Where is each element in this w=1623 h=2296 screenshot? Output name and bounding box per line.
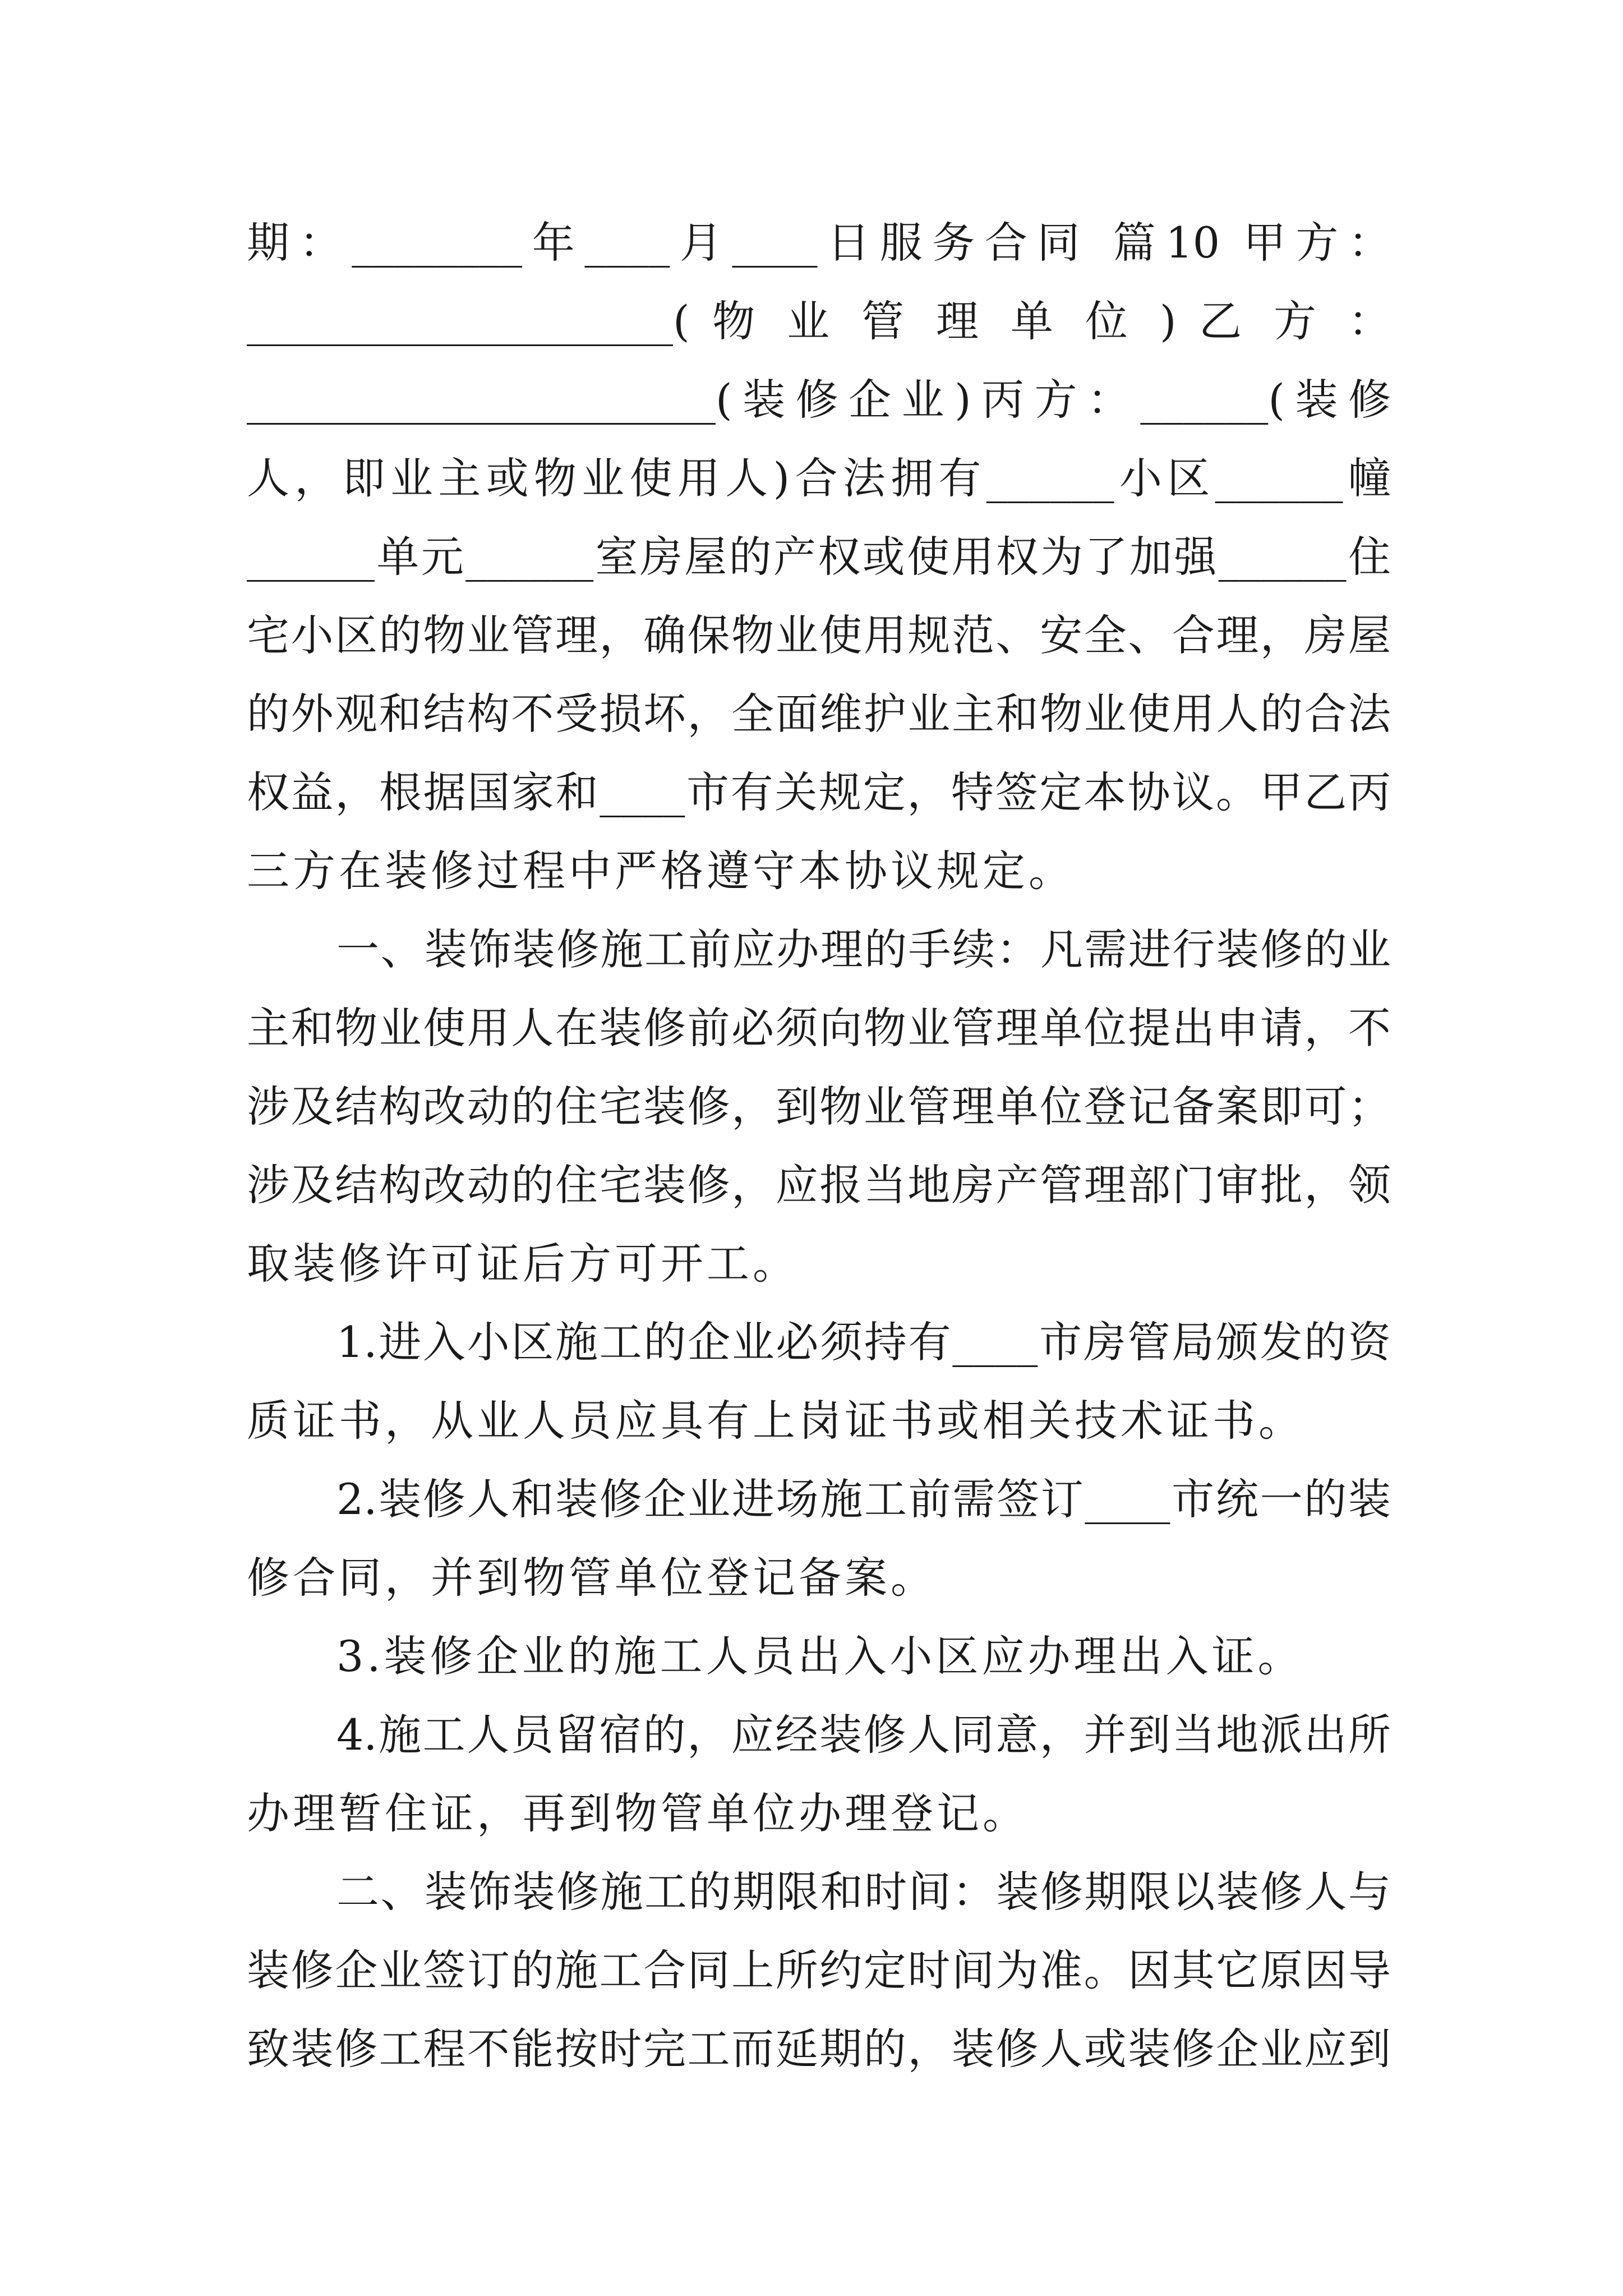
text-line-8: 权益，根据国家和____市有关规定，特签定本协议。甲乙丙 — [247, 767, 1391, 817]
text-line-21: 办理暂住证，再到物管单位办理登记。 — [247, 1788, 1029, 1838]
text-line-6: 宅小区的物业管理，确保物业使用规范、安全、合理，房屋 — [247, 610, 1391, 660]
section-2-heading-line: 二、装饰装修施工的期限和时间：装修期限以装修人与 — [336, 1867, 1391, 1917]
text-line-9: 三方在装修过程中严格遵守本协议规定。 — [247, 846, 1075, 896]
text-line-3: ______________________(装修企业)丙方：______(装修 — [247, 375, 1391, 425]
text-line-1: 期：________年____月____日服务合同 篇10 甲方： — [247, 218, 1391, 268]
item-3-line: 3.装修企业的施工人员出入小区应办理出入证。 — [336, 1631, 1304, 1681]
text-line-24: 致装修工程不能按时完工而延期的，装修人或装修企业应到 — [247, 2024, 1391, 2074]
section-1-heading-line: 一、装饰装修施工前应办理的手续：凡需进行装修的业 — [336, 924, 1391, 974]
text-line-18: 修合同，并到物管单位登记备案。 — [247, 1553, 937, 1603]
text-line-7: 的外观和结构不受损坏，全面维护业主和物业使用人的合法 — [247, 689, 1391, 739]
item-2-line: 2.装修人和装修企业进场施工前需签订____市统一的装 — [336, 1474, 1391, 1524]
text-line-12: 涉及结构改动的住宅装修，到物业管理单位登记备案即可； — [247, 1082, 1391, 1131]
item-1-line: 1.进入小区施工的企业必须持有____市房管局颁发的资 — [336, 1317, 1391, 1367]
text-line-23: 装修企业签订的施工合同上所约定时间为准。因其它原因导 — [247, 1945, 1391, 1995]
text-line-4: 人，即业主或物业使用人)合法拥有______小区______幢 — [247, 453, 1391, 503]
text-line-16: 质证书，从业人员应具有上岗证书或相关技术证书。 — [247, 1396, 1304, 1446]
text-line-14: 取装修许可证后方可开工。 — [247, 1239, 799, 1289]
text-line-13: 涉及结构改动的住宅装修，应报当地房产管理部门审批，领 — [247, 1160, 1391, 1210]
text-line-11: 主和物业使用人在装修前必须向物业管理单位提出申请，不 — [247, 1003, 1391, 1053]
text-line-5: ______单元______室房屋的产权或使用权为了加强______住 — [247, 532, 1391, 582]
text-line-2: ____________________( 物 业 管 理 单 位 ) 乙 方 ： — [247, 296, 1391, 346]
item-4-line: 4.施工人员留宿的，应经装修人同意，并到当地派出所 — [336, 1710, 1391, 1760]
